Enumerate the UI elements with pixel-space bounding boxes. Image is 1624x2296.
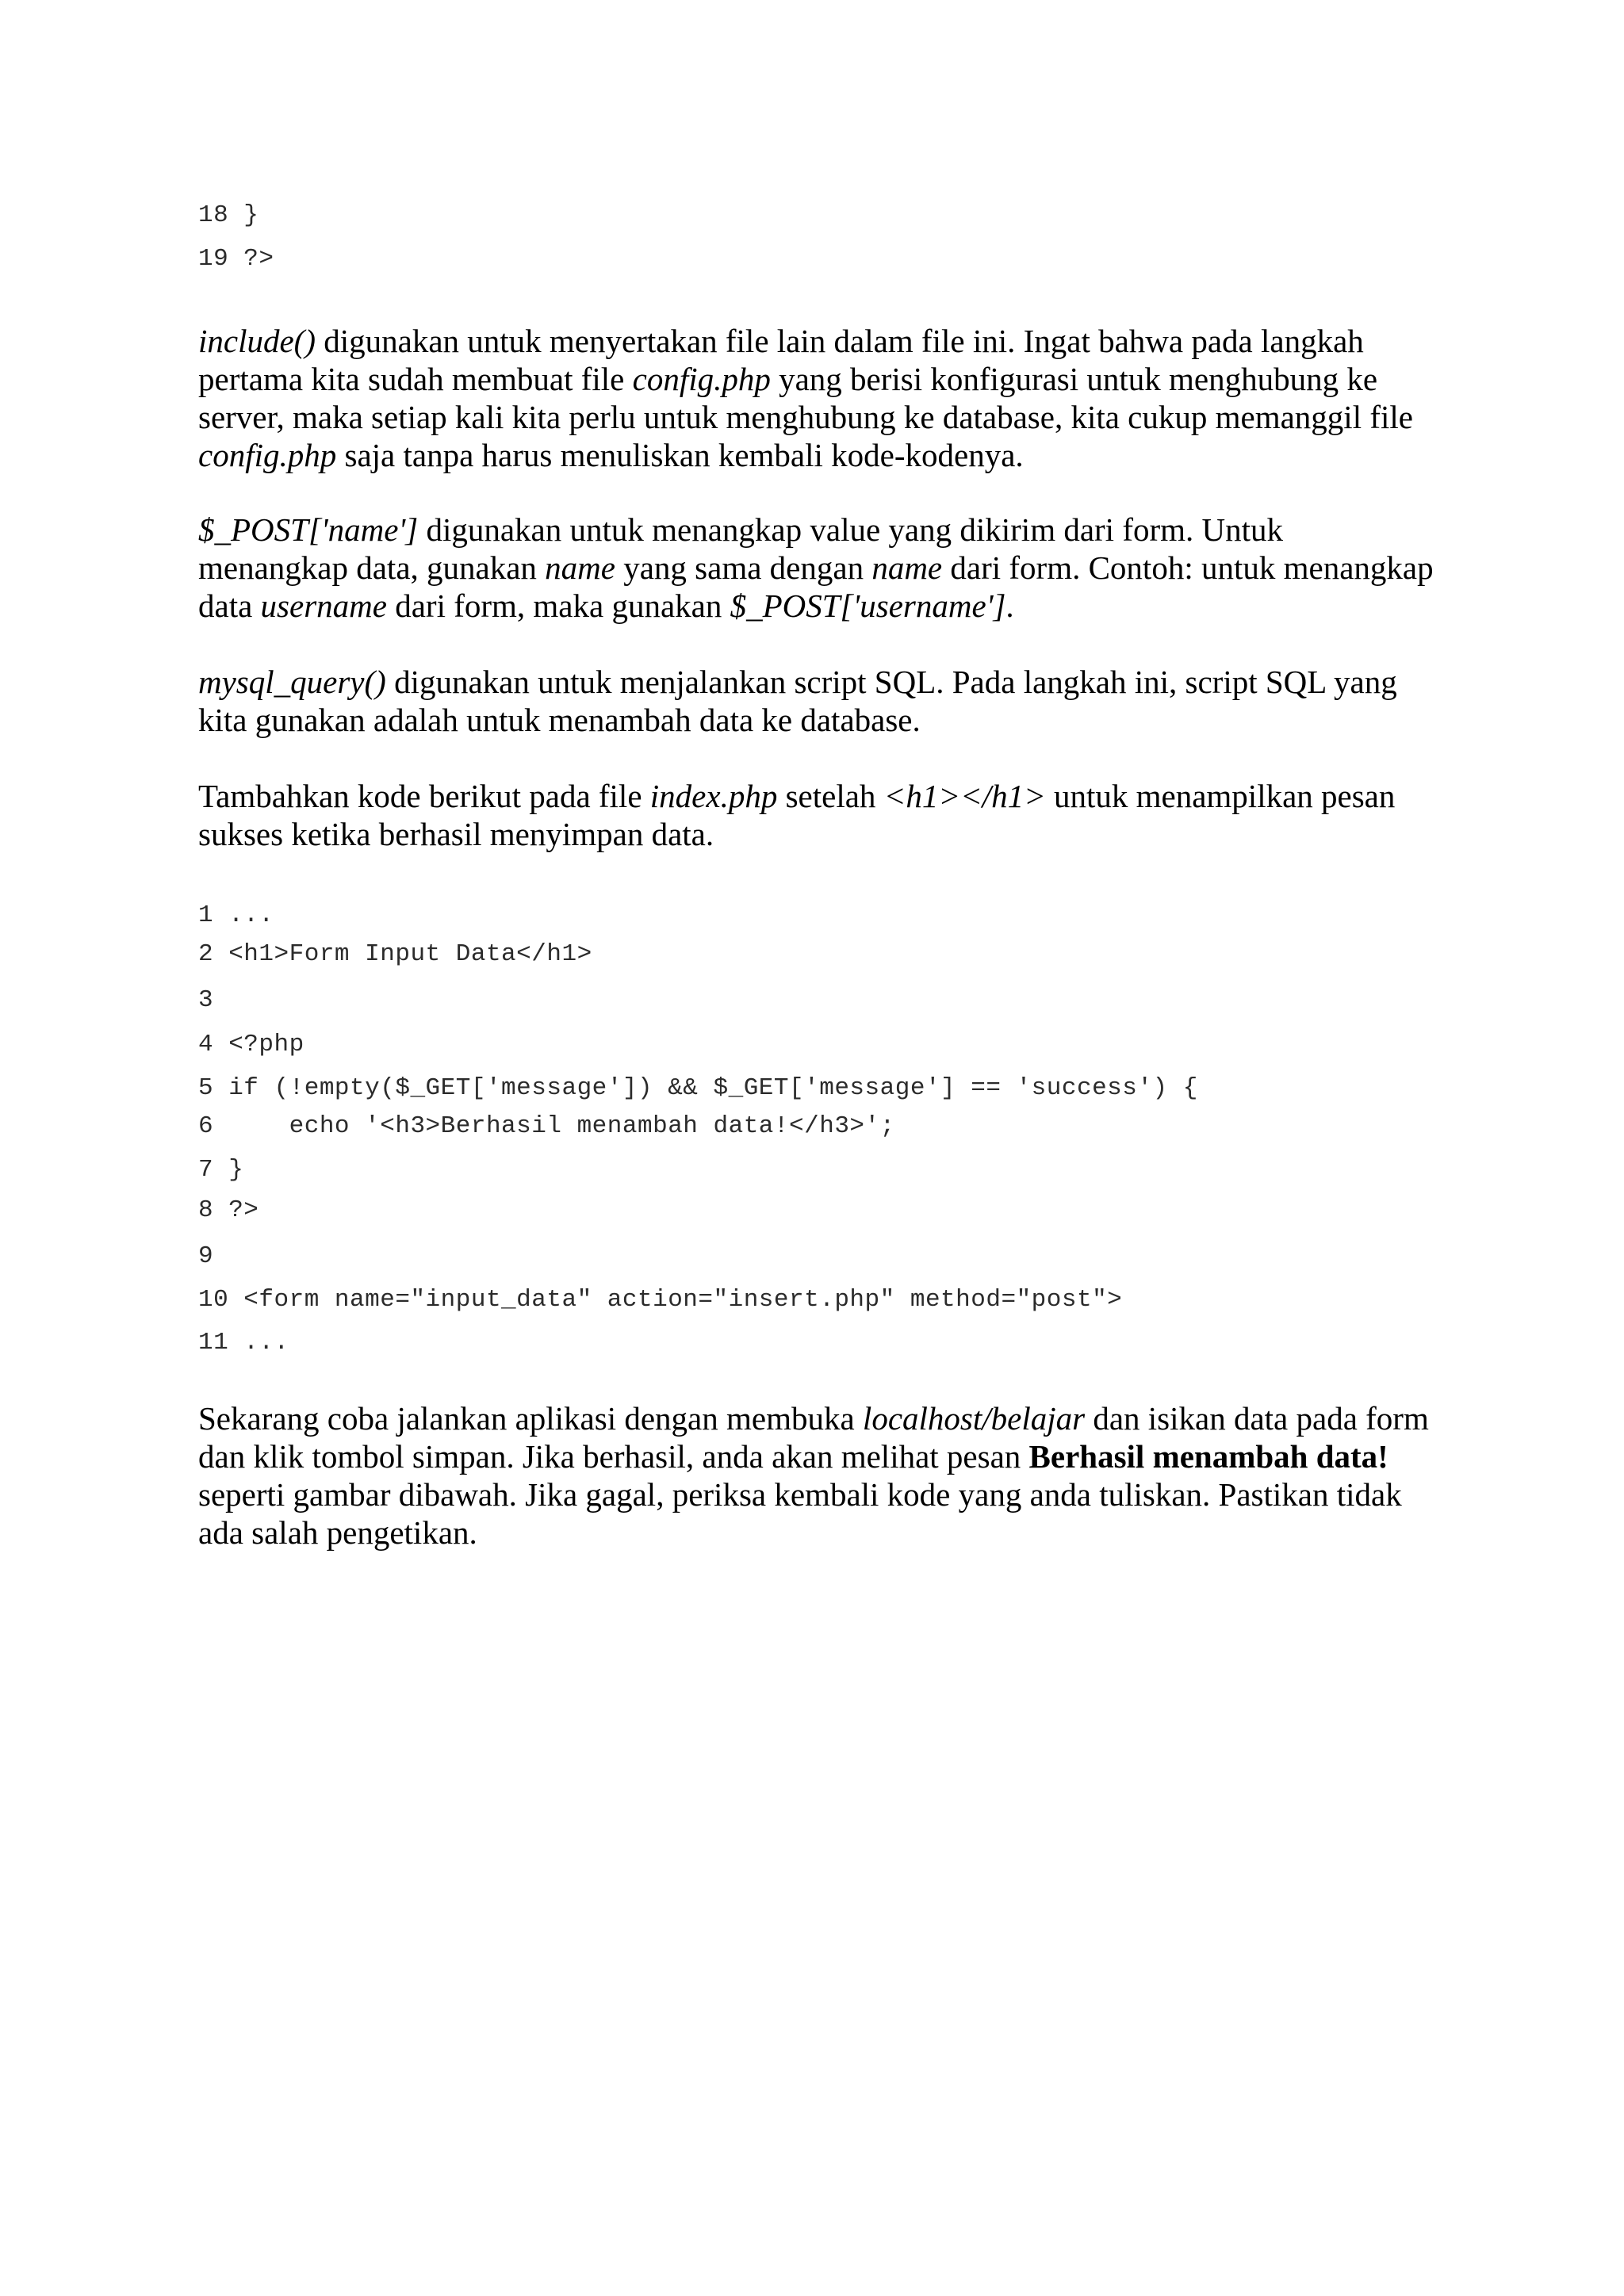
paragraph-text: yang sama dengan	[615, 549, 872, 586]
term-username: username	[260, 587, 387, 624]
code-line: 1 ...	[198, 901, 274, 929]
code-line: 2 <h1>Form Input Data</h1>	[198, 940, 592, 968]
filename: config.php	[632, 361, 771, 397]
code-line: 10 <form name="input_data" action="insert.php" method="post">	[198, 1286, 1123, 1314]
code-line: 11 ...	[198, 1329, 289, 1357]
term-mysql-query: mysql_query()	[198, 664, 386, 700]
paragraph-text: untuk menampilkan pesan sukses ketika berhasil menyimpan data.	[198, 778, 1396, 852]
filename: index.php	[649, 778, 778, 814]
paragraph-post	[198, 511, 1435, 625]
paragraph-text: Sekarang coba jalankan aplikasi dengan membuka	[198, 1400, 863, 1437]
code-line: 8 ?>	[198, 1196, 259, 1224]
paragraph-text: dari form, maka gunakan	[386, 587, 730, 624]
paragraph-text: .	[1005, 587, 1014, 624]
term-post-username: $_POST['username']	[730, 587, 1006, 624]
paragraph-text: digunakan untuk menyertakan file lain dalam file ini. Ingat bahwa pada langkah pertama kita sudah membuat file	[198, 323, 1364, 397]
paragraph-text: Tambahkan kode berikut pada file	[198, 778, 650, 814]
code-line: 18 }	[198, 201, 259, 229]
term-include: include()	[198, 323, 316, 359]
paragraph-sekarang	[198, 1399, 1435, 1552]
paragraph-text: digunakan untuk menangkap value yang dikirim dari form. Untuk menangkap data, gunakan	[198, 511, 1284, 586]
code-line: 4 <?php	[198, 1031, 304, 1058]
paragraph-text: dari form. Contoh: untuk menangkap data	[198, 549, 1434, 624]
success-message: Berhasil menambah data!	[1028, 1438, 1388, 1475]
paragraph-text: dan isikan data pada form dan klik tombol simpan. Jika berhasil, anda akan melihat pesan	[198, 1400, 1429, 1475]
code-line: 6 echo '<h3>Berhasil menambah data!</h3>';	[198, 1112, 895, 1140]
code-line: 9	[198, 1242, 214, 1270]
term-name: name	[545, 549, 615, 586]
url-text: localhost/belajar	[862, 1400, 1086, 1437]
html-tag: <h1></h1>	[883, 778, 1046, 814]
paragraph-tambahkan	[198, 777, 1435, 853]
code-line: 3	[198, 986, 214, 1014]
paragraph-text: seperti gambar dibawah. Jika gagal, periksa kembali kode yang anda tuliskan. Pastikan tidak ada salah pengetikan.	[198, 1476, 1402, 1551]
paragraph-text: yang berisi konfigurasi untuk menghubung ke server, maka setiap kali kita perlu untuk menghubung ke database, kita cukup memanggil file	[198, 361, 1413, 435]
paragraph-mysql	[198, 663, 1435, 739]
term-name: name	[871, 549, 943, 586]
term-post: $_POST['name']	[198, 511, 419, 548]
code-line: 19 ?>	[198, 245, 274, 273]
code-line: 7 }	[198, 1156, 244, 1184]
code-line: 5 if (!empty($_GET['message']) && $_GET['message'] == 'success') {	[198, 1074, 1198, 1102]
paragraph-include	[198, 322, 1435, 474]
paragraph-text: digunakan untuk menjalankan script SQL. Pada langkah ini, script SQL yang kita gunakan adalah untuk menambah data ke database.	[198, 664, 1397, 738]
paragraph-text: setelah	[777, 778, 884, 814]
filename: config.php	[198, 437, 337, 473]
paragraph-text: saja tanpa harus menuliskan kembali kode-kodenya.	[336, 437, 1024, 473]
